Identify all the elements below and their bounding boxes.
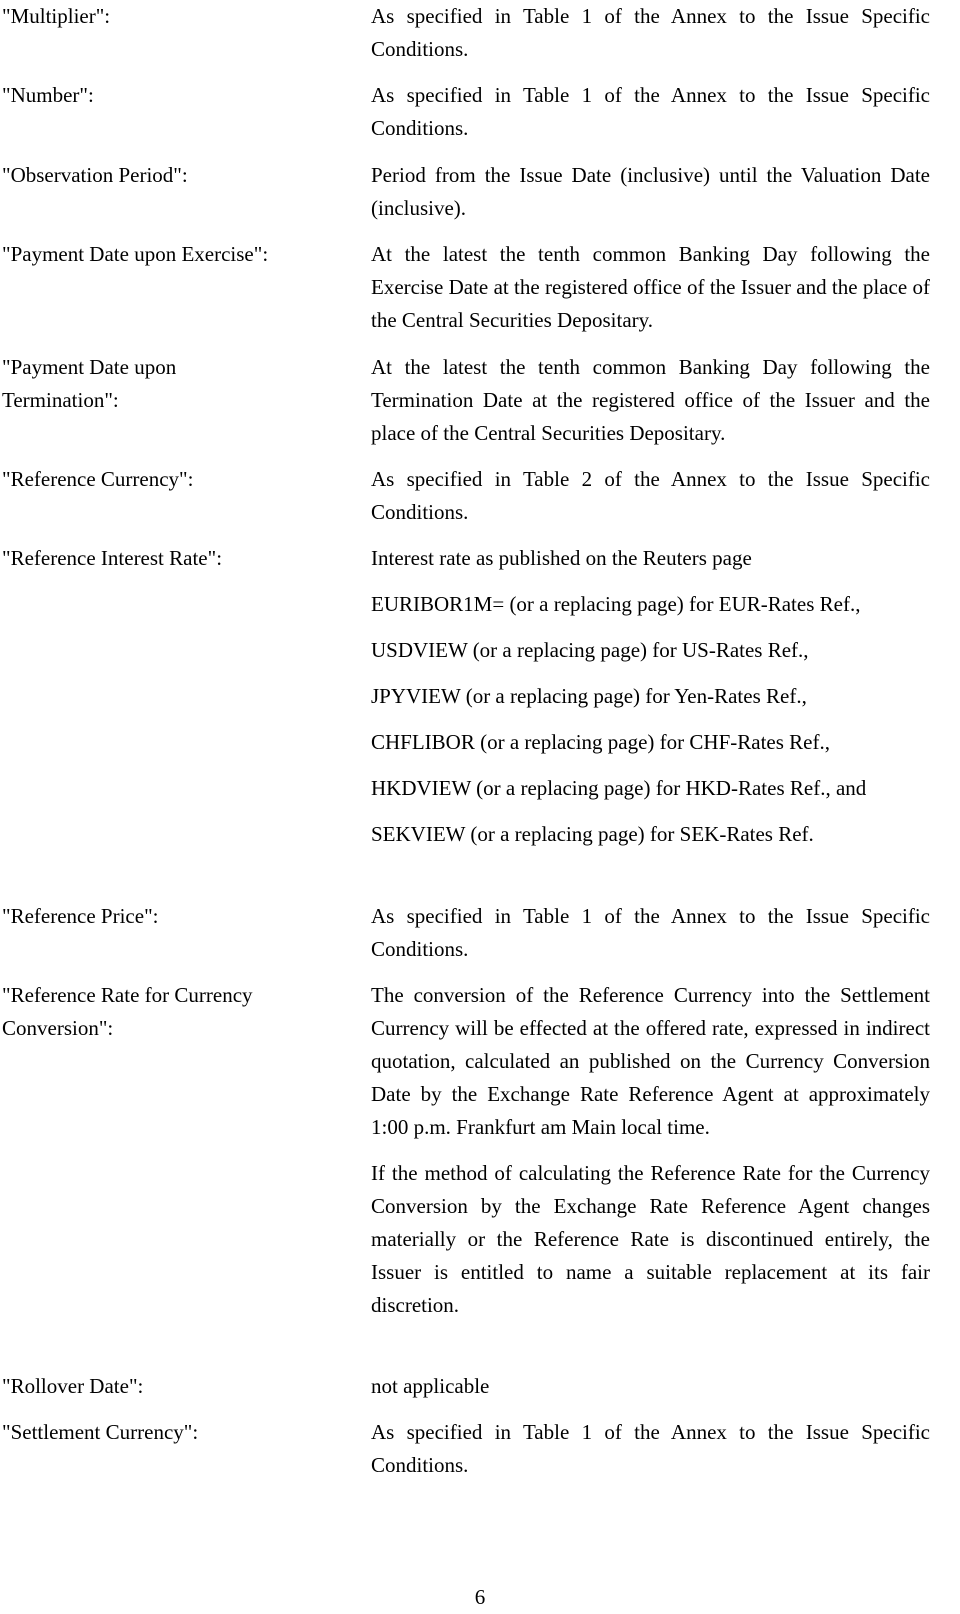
definition-body	[371, 159, 930, 225]
definition-term: "Observation Period":	[2, 163, 188, 187]
definition-body	[371, 979, 930, 1322]
definition-paragraph: At the latest the tenth common Banking Day following the Exercise Date at the registered office of the Issuer and the place of the Central Securities Depositary.	[371, 242, 930, 332]
definition-paragraph: CHFLIBOR (or a replacing page) for CHF-Rates Ref.,	[371, 730, 830, 754]
definition-term: "Reference Interest Rate":	[2, 546, 223, 570]
definition-term: "Reference Rate for Currency Conversion":	[2, 983, 253, 1040]
definition-body	[371, 1416, 930, 1482]
definition-body	[371, 463, 930, 529]
definition-term: "Multiplier":	[2, 4, 111, 28]
definition-paragraph: EURIBOR1M= (or a replacing page) for EUR-Rates Ref.,	[371, 592, 861, 616]
definition-paragraph: USDVIEW (or a replacing page) for US-Rates Ref.,	[371, 638, 809, 662]
definition-term: "Reference Price":	[2, 904, 159, 928]
definition-paragraph: At the latest the tenth common Banking Day following the Termination Date at the registered office of the Issuer and the place of the Central Securities Depositary.	[371, 355, 930, 445]
definition-body	[371, 0, 930, 66]
definition-paragraph: As specified in Table 2 of the Annex to the Issue Specific Conditions.	[371, 467, 930, 524]
definition-paragraph: If the method of calculating the Reference Rate for the Currency Conversion by the Exchange Rate Reference Agent changes materially or the Reference Rate is discontinued entirely, the Issuer is entitled to name a suitable replacement at its fair discretion.	[371, 1161, 930, 1317]
definition-paragraph: SEKVIEW (or a replacing page) for SEK-Rates Ref.	[371, 822, 814, 846]
definition-paragraph: As specified in Table 1 of the Annex to the Issue Specific Conditions.	[371, 4, 930, 61]
definition-paragraph: As specified in Table 1 of the Annex to the Issue Specific Conditions.	[371, 904, 930, 961]
definition-body	[371, 900, 930, 966]
definition-body	[371, 542, 930, 851]
definition-term: "Rollover Date":	[2, 1374, 144, 1398]
definition-term: "Reference Currency":	[2, 467, 194, 491]
definition-paragraph: As specified in Table 1 of the Annex to the Issue Specific Conditions.	[371, 83, 930, 140]
definition-paragraph: JPYVIEW (or a replacing page) for Yen-Rates Ref.,	[371, 684, 807, 708]
definition-body	[371, 351, 930, 450]
definition-paragraph: not applicable	[371, 1374, 490, 1398]
definition-paragraph: Interest rate as published on the Reuters page	[371, 546, 752, 570]
definition-body	[371, 238, 930, 337]
definition-term: "Payment Date upon Termination":	[2, 355, 177, 412]
definition-paragraph: Period from the Issue Date (inclusive) until the Valuation Date (inclusive).	[371, 163, 930, 220]
definition-body	[371, 1370, 930, 1403]
definition-paragraph: As specified in Table 1 of the Annex to the Issue Specific Conditions.	[371, 1420, 930, 1477]
definition-term: "Number":	[2, 83, 94, 107]
definition-body	[371, 79, 930, 145]
definition-paragraph: The conversion of the Reference Currency into the Settlement Currency will be effected at the offered rate, expressed in indirect quotation, calculated an published on the Currency Conversion Date by the Exchange Rate Reference Agent at approximately 1:00 p.m. Frankfurt am Main local time.	[371, 983, 930, 1139]
definition-term: "Settlement Currency":	[2, 1420, 199, 1444]
definition-paragraph: HKDVIEW (or a replacing page) for HKD-Rates Ref., and	[371, 776, 867, 800]
page-number: 6	[474, 1585, 486, 1609]
definition-term: "Payment Date upon Exercise":	[2, 242, 269, 266]
